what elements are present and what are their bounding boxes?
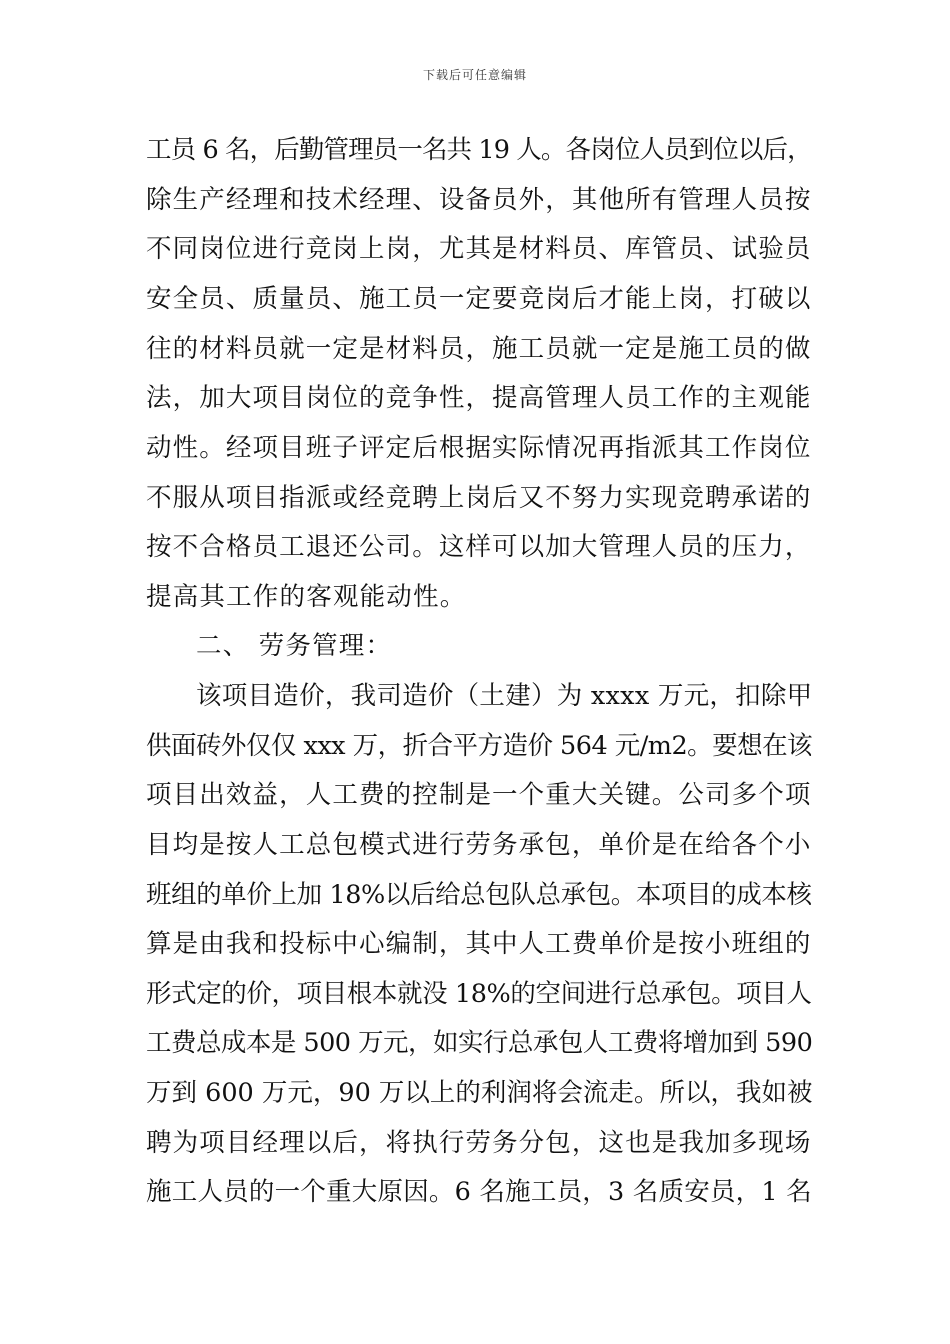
- body-line: 提高其工作的客观能动性。: [146, 582, 467, 612]
- body-line: 项目出效益，人工费的控制是一个重大关键。公司多个项: [146, 780, 812, 810]
- body-line: 施工人员的一个重大原因。6 名施工员，3 名质安员，1 名: [146, 1177, 812, 1207]
- body-line: 除生产经理和技术经理、设备员外，其他所有管理人员按: [146, 185, 812, 215]
- body-line: 形式定的价，项目根本就没 18%的空间进行总承包。项目人: [146, 979, 812, 1009]
- body-line: 安全员、质量员、施工员一定要竞岗后才能上岗，打破以: [146, 284, 812, 314]
- body-line: 工费总成本是 500 万元，如实行总承包人工费将增加到 590: [146, 1028, 813, 1058]
- section-heading: 二、 劳务管理：: [196, 631, 393, 661]
- body-line: 该项目造价，我司造价（土建）为 xxxx 万元，扣除甲: [196, 681, 813, 711]
- body-line: 按不合格员工退还公司。这样可以加大管理人员的压力，: [146, 532, 812, 562]
- body-line: 万到 600 万元，90 万以上的利润将会流走。所以，我如被: [146, 1078, 813, 1108]
- body-line: 聘为项目经理以后，将执行劳务分包，这也是我加多现场: [146, 1128, 812, 1158]
- body-line: 班组的单价上加 18%以后给总包队总承包。本项目的成本核: [146, 880, 812, 910]
- body-line: 往的材料员就一定是材料员，施工员就一定是施工员的做: [146, 334, 812, 364]
- body-line: 算是由我和投标中心编制，其中人工费单价是按小班组的: [146, 929, 812, 959]
- page-header: 下载后可任意编辑: [422, 68, 527, 82]
- body-line: 目均是按人工总包模式进行劳务承包，单价是在给各个小: [146, 830, 812, 860]
- body-line: 不同岗位进行竞岗上岗，尤其是材料员、库管员、试验员: [146, 234, 812, 264]
- body-line: 动性。经项目班子评定后根据实际情况再指派其工作岗位: [146, 433, 812, 463]
- body-line: 供面砖外仅仅 xxx 万，折合平方造价 564 元/m2。要想在该: [146, 731, 813, 761]
- body-line: 不服从项目指派或经竞聘上岗后又不努力实现竞聘承诺的: [146, 483, 812, 513]
- body-line: 工员 6 名，后勤管理员一名共 19 人。各岗位人员到位以后，: [146, 135, 812, 165]
- body-line: 法，加大项目岗位的竞争性，提高管理人员工作的主观能: [146, 383, 812, 413]
